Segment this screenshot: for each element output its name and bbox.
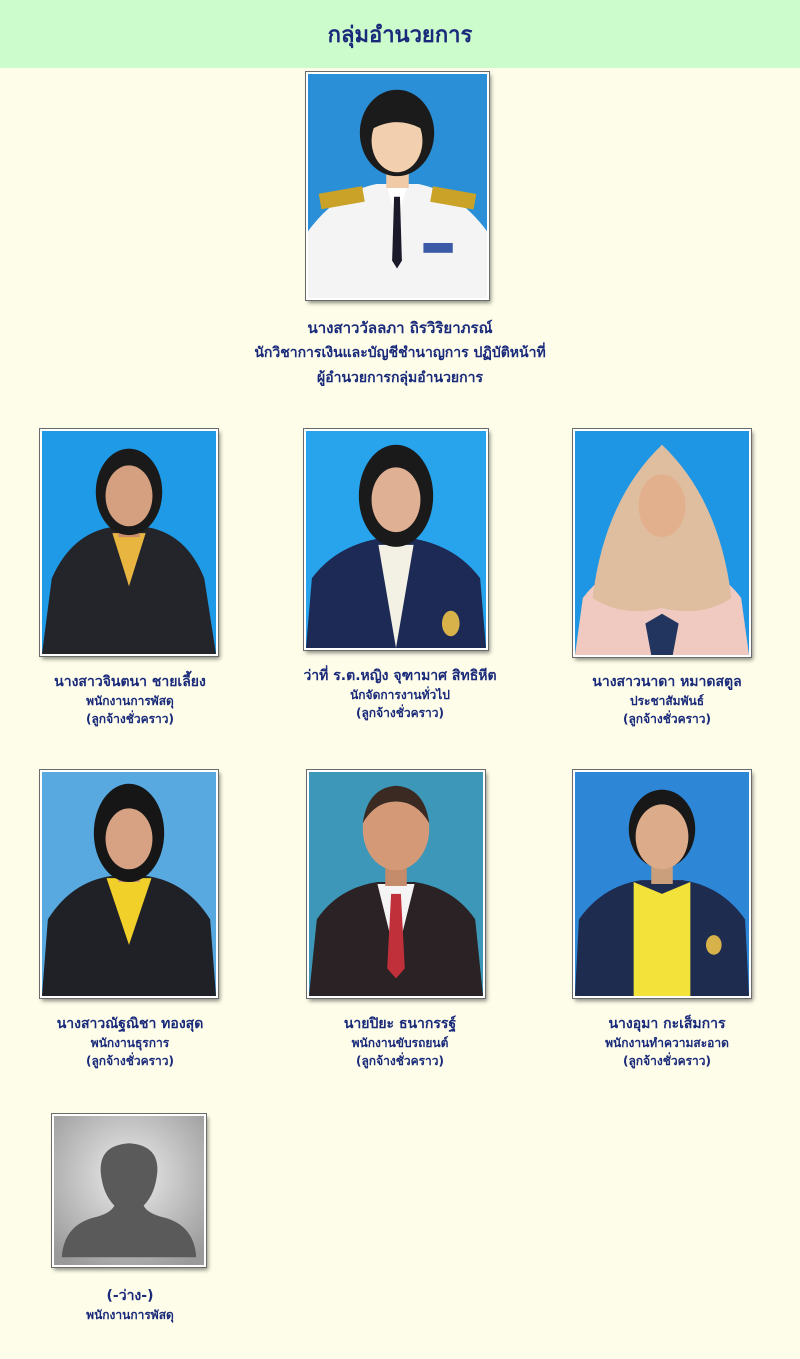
staff-position-4: พนักงานธุรการ xyxy=(90,1036,170,1050)
staff-position-3: ประชาสัมพันธ์ xyxy=(629,694,705,708)
staff-name-2: ว่าที่ ร.ต.หญิง จุฑามาศ สิทธิหีต xyxy=(303,668,497,684)
staff-position-5: พนักงานขับรถยนต์ xyxy=(351,1036,449,1050)
vacant-photo-placeholder xyxy=(52,1114,206,1267)
staff-photo-1 xyxy=(40,429,218,656)
staff-caption-5 xyxy=(266,1014,534,1070)
staff-caption-1 xyxy=(0,672,260,728)
director-position: นักวิชาการเงินและบัญชีชำนาญการ ปฏิบัติหน้าที่ xyxy=(254,345,546,361)
staff-caption-3 xyxy=(537,672,797,728)
staff-status-2: (ลูกจ้างชั่วคราว) xyxy=(355,706,445,720)
staff-name-4: นางสาวณัฐณิชา ทองสุด xyxy=(56,1016,204,1032)
director-caption xyxy=(200,316,600,391)
staff-name-1: นางสาวจินตนา ชายเลี้ยง xyxy=(54,674,206,690)
staff-status-4: (ลูกจ้างชั่วคราว) xyxy=(85,1054,175,1068)
director-photo xyxy=(306,72,489,300)
staff-status-5: (ลูกจ้างชั่วคราว) xyxy=(355,1054,445,1068)
staff-position-2: นักจัดการงานทั่วไป xyxy=(350,688,450,702)
staff-caption-6 xyxy=(537,1014,797,1070)
staff-status-1: (ลูกจ้างชั่วคราว) xyxy=(85,712,175,726)
vacant-caption xyxy=(0,1286,260,1324)
staff-name-6: นางอุมา กะเส็มการ xyxy=(608,1016,726,1032)
staff-position-1: พนักงานการพัสดุ xyxy=(86,694,174,708)
vacant-position: พนักงานการพัสดุ xyxy=(86,1308,174,1322)
page-header xyxy=(0,0,800,68)
page-title: กลุ่มอำนวยการ xyxy=(327,22,473,48)
director-role: ผู้อำนวยการกลุ่มอำนวยการ xyxy=(316,370,483,386)
staff-name-3: นางสาวนาดา หมาดสตูล xyxy=(592,674,742,690)
staff-photo-2 xyxy=(304,429,488,650)
staff-status-6: (ลูกจ้างชั่วคราว) xyxy=(622,1054,712,1068)
vacant-name: (-ว่าง-) xyxy=(106,1288,154,1304)
staff-caption-4 xyxy=(0,1014,260,1070)
staff-position-6: พนักงานทำความสะอาด xyxy=(605,1036,729,1050)
staff-photo-4 xyxy=(40,770,218,998)
staff-photo-6 xyxy=(573,770,751,998)
staff-photo-3 xyxy=(573,429,751,657)
staff-caption-2 xyxy=(260,666,540,722)
staff-status-3: (ลูกจ้างชั่วคราว) xyxy=(622,712,712,726)
staff-photo-5 xyxy=(307,770,485,998)
staff-name-5: นายปิยะ ธนากรรฐ์ xyxy=(343,1016,457,1032)
director-name: นางสาววัลลภา ถิรวิริยาภรณ์ xyxy=(307,319,493,337)
